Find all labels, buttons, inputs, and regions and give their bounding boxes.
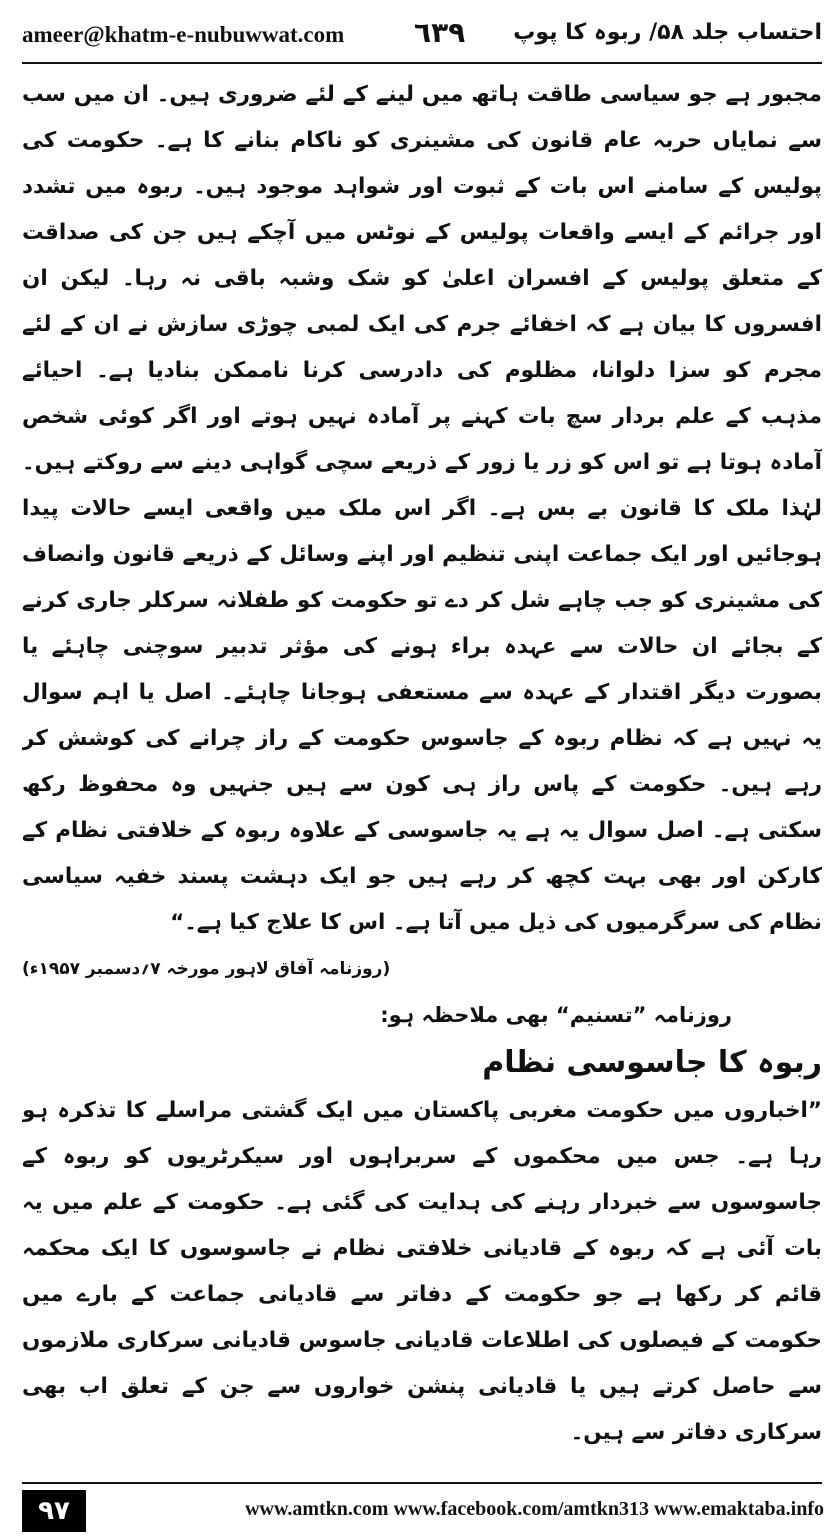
body-paragraph-2 bbox=[22, 1456, 822, 1462]
header-email: ameer@khatm-e-nubuwwat.com bbox=[22, 22, 345, 47]
body-paragraph-1: مجبور ہے جو سیاسی طاقت ہاتھ میں لینے کے لئے ضروری ہیں۔ ان میں سب سے نمایاں حربہ عام قانون کی مشینری کو ناکام بنانے کا ہے۔ حکومت کی پولیس کے سامنے اس بات کے ثبوت اور شواہد موجود ہیں۔ ربوہ میں تشدد اور جرائم کے ایسے واقعات پولیس کے نوٹس میں آچکے ہیں جن کی صداقت کے متعلق پولیس کے افسران اعلیٰ کو شک وشبہ باقی نہ رہا۔ لیکن ان افسروں کا بیان ہے کہ اخفائے جرم کی ایک لمبی چوڑی سازش نے ان کے لئے مجرم کو سزا دلوانا، مظلوم کی دادرسی کرنا ناممکن بنادیا ہے۔ احیائے مذہب کے علم بردار سچ بات کہنے پر آمادہ نہیں ہوتے اور اگر کوئی شخص آمادہ ہوتا ہے تو اس کو زر یا زور کے ذریعے سچی گواہی دینے سے روکتے ہیں۔ لہٰذا ملک کا قانون بے بس ہے۔ اگر اس ملک میں واقعی ایسے حالات پیدا ہوجائیں اور ایک جماعت اپنی تنظیم اور اپنے وسائل کے ذریعے قانون وانصاف کی مشینری کو جب چاہے شل کر دے تو حکومت کو طفلانہ سرکلر جاری کرنے کے بجائے ان حالات سے عہدہ براء ہونے کی مؤثر تدبیر سوچنی چاہئے یا بصورت دیگر اقتدار کے عہدہ سے مستعفی ہوجانا چاہئے۔ اصل یا اہم سوال یہ نہیں ہے کہ نظام ربوہ کے جاسوس حکومت کے راز چرانے کی کوشش کر رہے ہیں۔ حکومت کے پاس راز ہی کون سے ہیں جنہیں وہ محفوظ رکھ سکتی ہے۔ اصل سوال یہ ہے یہ جاسوسی کے علاوہ ربوہ کے خلافتی نظام کے کارکن اور بھی بہت کچھ کر رہے ہیں جو ایک دہشت پسند خفیہ سیاسی نظام کی سرگرمیوں کی ذیل میں آتا ہے۔ اس کا علاج کیا ہے۔“ bbox=[22, 82, 822, 935]
source-citation: (روزنامہ آفاق لاہور مورخہ ۷؍دسمبر ۱۹۵۷ء) bbox=[22, 959, 391, 979]
page-body bbox=[22, 72, 822, 1462]
page-header bbox=[22, 16, 822, 60]
footer-page-number: ٩٧ bbox=[22, 1490, 86, 1532]
header-book-title: احتساب جلد ۵۸/ ربوہ کا پوپ bbox=[513, 20, 822, 45]
footer-links: www.amtkn.com www.facebook.com/amtkn313 www.emaktaba.info bbox=[245, 1498, 824, 1520]
tasneem-reference: روزنامہ ”تسنیم“ بھی ملاحظہ ہو: bbox=[380, 1003, 732, 1027]
footer-divider bbox=[22, 1482, 822, 1484]
section-heading: ربوہ کا جاسوسی نظام bbox=[482, 1045, 822, 1080]
header-page-number: ٦٣٩ bbox=[414, 16, 466, 49]
header-divider bbox=[22, 62, 822, 64]
quote-paragraph: ”اخباروں میں حکومت مغربی پاکستان میں ایک گشتی مراسلے کا تذکرہ ہو رہا ہے۔ جس میں محکموں کے سربراہوں اور سیکرٹریوں کو ربوہ کے جاسوسوں سے خبردار رہنے کی ہدایت کی گئی ہے۔ حکومت کے علم میں یہ بات آئی ہے کہ ربوہ کے قادیانی خلافتی نظام نے جاسوسوں کا ایک محکمہ قائم کر رکھا ہے جو حکومت کے دفاتر سے قادیانی جماعت کے بارے میں حکومت کے فیصلوں کی اطلاعات قادیانی جاسوس قادیانی سرکاری ملازموں سے حاصل کرتے ہیں یا قادیانی پنشن خواروں سے جن کے تعلق اب بھی سرکاری دفاتر سے ہیں۔ bbox=[22, 1098, 822, 1445]
source-line bbox=[22, 946, 822, 992]
